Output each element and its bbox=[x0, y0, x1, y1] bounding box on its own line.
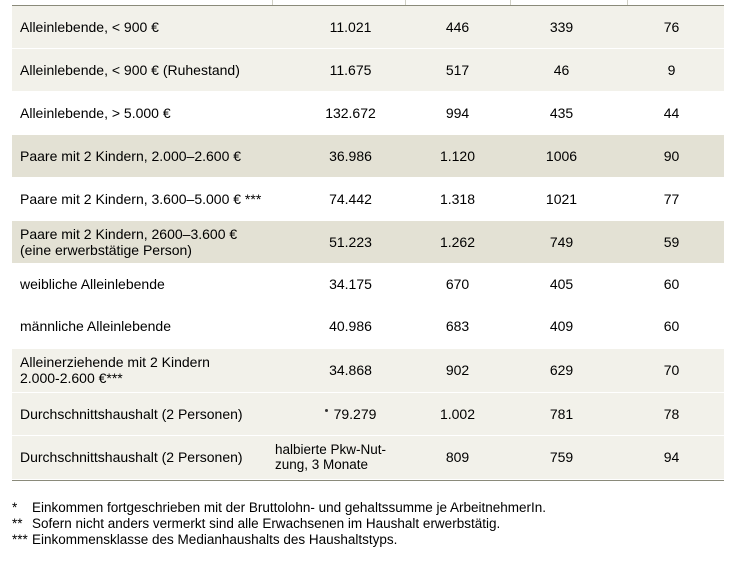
table-row bbox=[12, 348, 724, 392]
cell-value-2: 683 bbox=[405, 304, 510, 348]
bottom-rule bbox=[12, 480, 724, 481]
footnote-mark: *** bbox=[12, 532, 28, 547]
footnotes bbox=[12, 500, 546, 548]
cell-value-1: 51.223 bbox=[272, 220, 405, 263]
table-row bbox=[12, 6, 724, 48]
cell-value-2: 1.120 bbox=[405, 134, 510, 177]
cell-value-4: 70 bbox=[627, 348, 724, 392]
cell-value-4: 76 bbox=[627, 6, 724, 48]
cell-value-1 bbox=[272, 392, 405, 435]
row-label: Paare mit 2 Kindern, 3.600–5.000 € *** bbox=[12, 177, 272, 220]
cell-value-1: 11.675 bbox=[272, 48, 405, 91]
cell-value-4: 77 bbox=[627, 177, 724, 220]
row-label: Durchschnittshaushalt (2 Personen) bbox=[12, 435, 272, 479]
cell-value-4: 59 bbox=[627, 220, 724, 263]
cell-value-1: 34.868 bbox=[272, 348, 405, 392]
stray-dot bbox=[325, 409, 328, 412]
row-label: Alleinlebende, < 900 € (Ruhestand) bbox=[12, 48, 272, 91]
footnote-text: Einkommen fortgeschrieben mit der Bruttolohn- und gehaltssumme je ArbeitnehmerIn. bbox=[32, 500, 547, 515]
cell-value-3: 749 bbox=[510, 220, 627, 263]
footnote-text: Sofern nicht anders vermerkt sind alle Erwachsenen im Haushalt erwerbstätig. bbox=[32, 516, 501, 531]
cell-note-line-2: zung, 3 Monate bbox=[275, 457, 369, 472]
table-row bbox=[12, 392, 724, 435]
table-row bbox=[12, 177, 724, 220]
cell-value-2: 446 bbox=[405, 6, 510, 48]
row-label: Paare mit 2 Kindern, 2.000–2.600 € bbox=[12, 134, 272, 177]
table-row bbox=[12, 134, 724, 177]
table-row bbox=[12, 91, 724, 134]
top-rule bbox=[12, 0, 724, 6]
cell-value-3: 46 bbox=[510, 48, 627, 91]
cell-value-3: 759 bbox=[510, 435, 627, 479]
row-label-line-2: (eine erwerbstätige Person) bbox=[20, 241, 192, 258]
cell-value-4: 60 bbox=[627, 304, 724, 348]
footnote-mark: * bbox=[12, 500, 18, 515]
row-label bbox=[12, 220, 272, 263]
table-row bbox=[12, 48, 724, 91]
cell-value-3: 405 bbox=[510, 263, 627, 304]
row-label: Alleinlebende, > 5.000 € bbox=[12, 91, 272, 134]
cell-value-3: 781 bbox=[510, 392, 627, 435]
cell-value-4: 90 bbox=[627, 134, 724, 177]
cell-value-2: 517 bbox=[405, 48, 510, 91]
cell-value-2: 994 bbox=[405, 91, 510, 134]
data-table-container bbox=[12, 0, 724, 481]
cell-value-1: 11.021 bbox=[272, 6, 405, 48]
cell-value-4: 94 bbox=[627, 435, 724, 479]
cell-value-2: 1.318 bbox=[405, 177, 510, 220]
footnote-text: Einkommensklasse des Medianhaushalts des Haushaltstyps. bbox=[32, 532, 398, 547]
cell-value-1: 40.986 bbox=[272, 304, 405, 348]
footnote bbox=[12, 516, 546, 532]
cell-value-1: 36.986 bbox=[272, 134, 405, 177]
cell-value-2: 1.002 bbox=[405, 392, 510, 435]
cell-value-4: 44 bbox=[627, 91, 724, 134]
cell-value-3: 435 bbox=[510, 91, 627, 134]
cell-value-3: 409 bbox=[510, 304, 627, 348]
cell-value-1 bbox=[272, 435, 405, 479]
row-label-line-1: Alleinerziehende mit 2 Kindern bbox=[20, 354, 210, 370]
cell-value-2: 809 bbox=[405, 435, 510, 479]
row-label-line-1: Paare mit 2 Kindern, 2600–3.600 € bbox=[20, 225, 238, 242]
cell-value-4: 78 bbox=[627, 392, 724, 435]
cell-value-3: 629 bbox=[510, 348, 627, 392]
cell-value-3: 339 bbox=[510, 6, 627, 48]
cell-value-1-text: 79.279 bbox=[333, 405, 377, 422]
table-row bbox=[12, 220, 724, 263]
cell-value-4: 9 bbox=[627, 48, 724, 91]
cell-value-1: 34.175 bbox=[272, 263, 405, 304]
cell-value-4: 60 bbox=[627, 263, 724, 304]
row-label: weibliche Alleinlebende bbox=[12, 263, 272, 304]
data-table bbox=[12, 6, 724, 480]
table-row bbox=[12, 435, 724, 479]
cell-value-2: 1.262 bbox=[405, 220, 510, 263]
cell-value-2: 902 bbox=[405, 348, 510, 392]
row-label: Alleinlebende, < 900 € bbox=[12, 6, 272, 48]
cell-value-1: 132.672 bbox=[272, 91, 405, 134]
cell-note-line-1: halbierte Pkw-Nut- bbox=[275, 442, 387, 457]
cell-value-1: 74.442 bbox=[272, 177, 405, 220]
cell-value-3: 1021 bbox=[510, 177, 627, 220]
cell-value-3: 1006 bbox=[510, 134, 627, 177]
row-label: männliche Alleinlebende bbox=[12, 304, 272, 348]
table-row bbox=[12, 263, 724, 304]
row-label bbox=[12, 348, 272, 392]
footnote bbox=[12, 532, 546, 548]
row-label-line-2: 2.000-2.600 €*** bbox=[20, 370, 123, 386]
footnote bbox=[12, 500, 546, 516]
table-row bbox=[12, 304, 724, 348]
footnote-mark: ** bbox=[12, 516, 23, 531]
row-label: Durchschnittshaushalt (2 Personen) bbox=[12, 392, 272, 435]
cell-value-2: 670 bbox=[405, 263, 510, 304]
